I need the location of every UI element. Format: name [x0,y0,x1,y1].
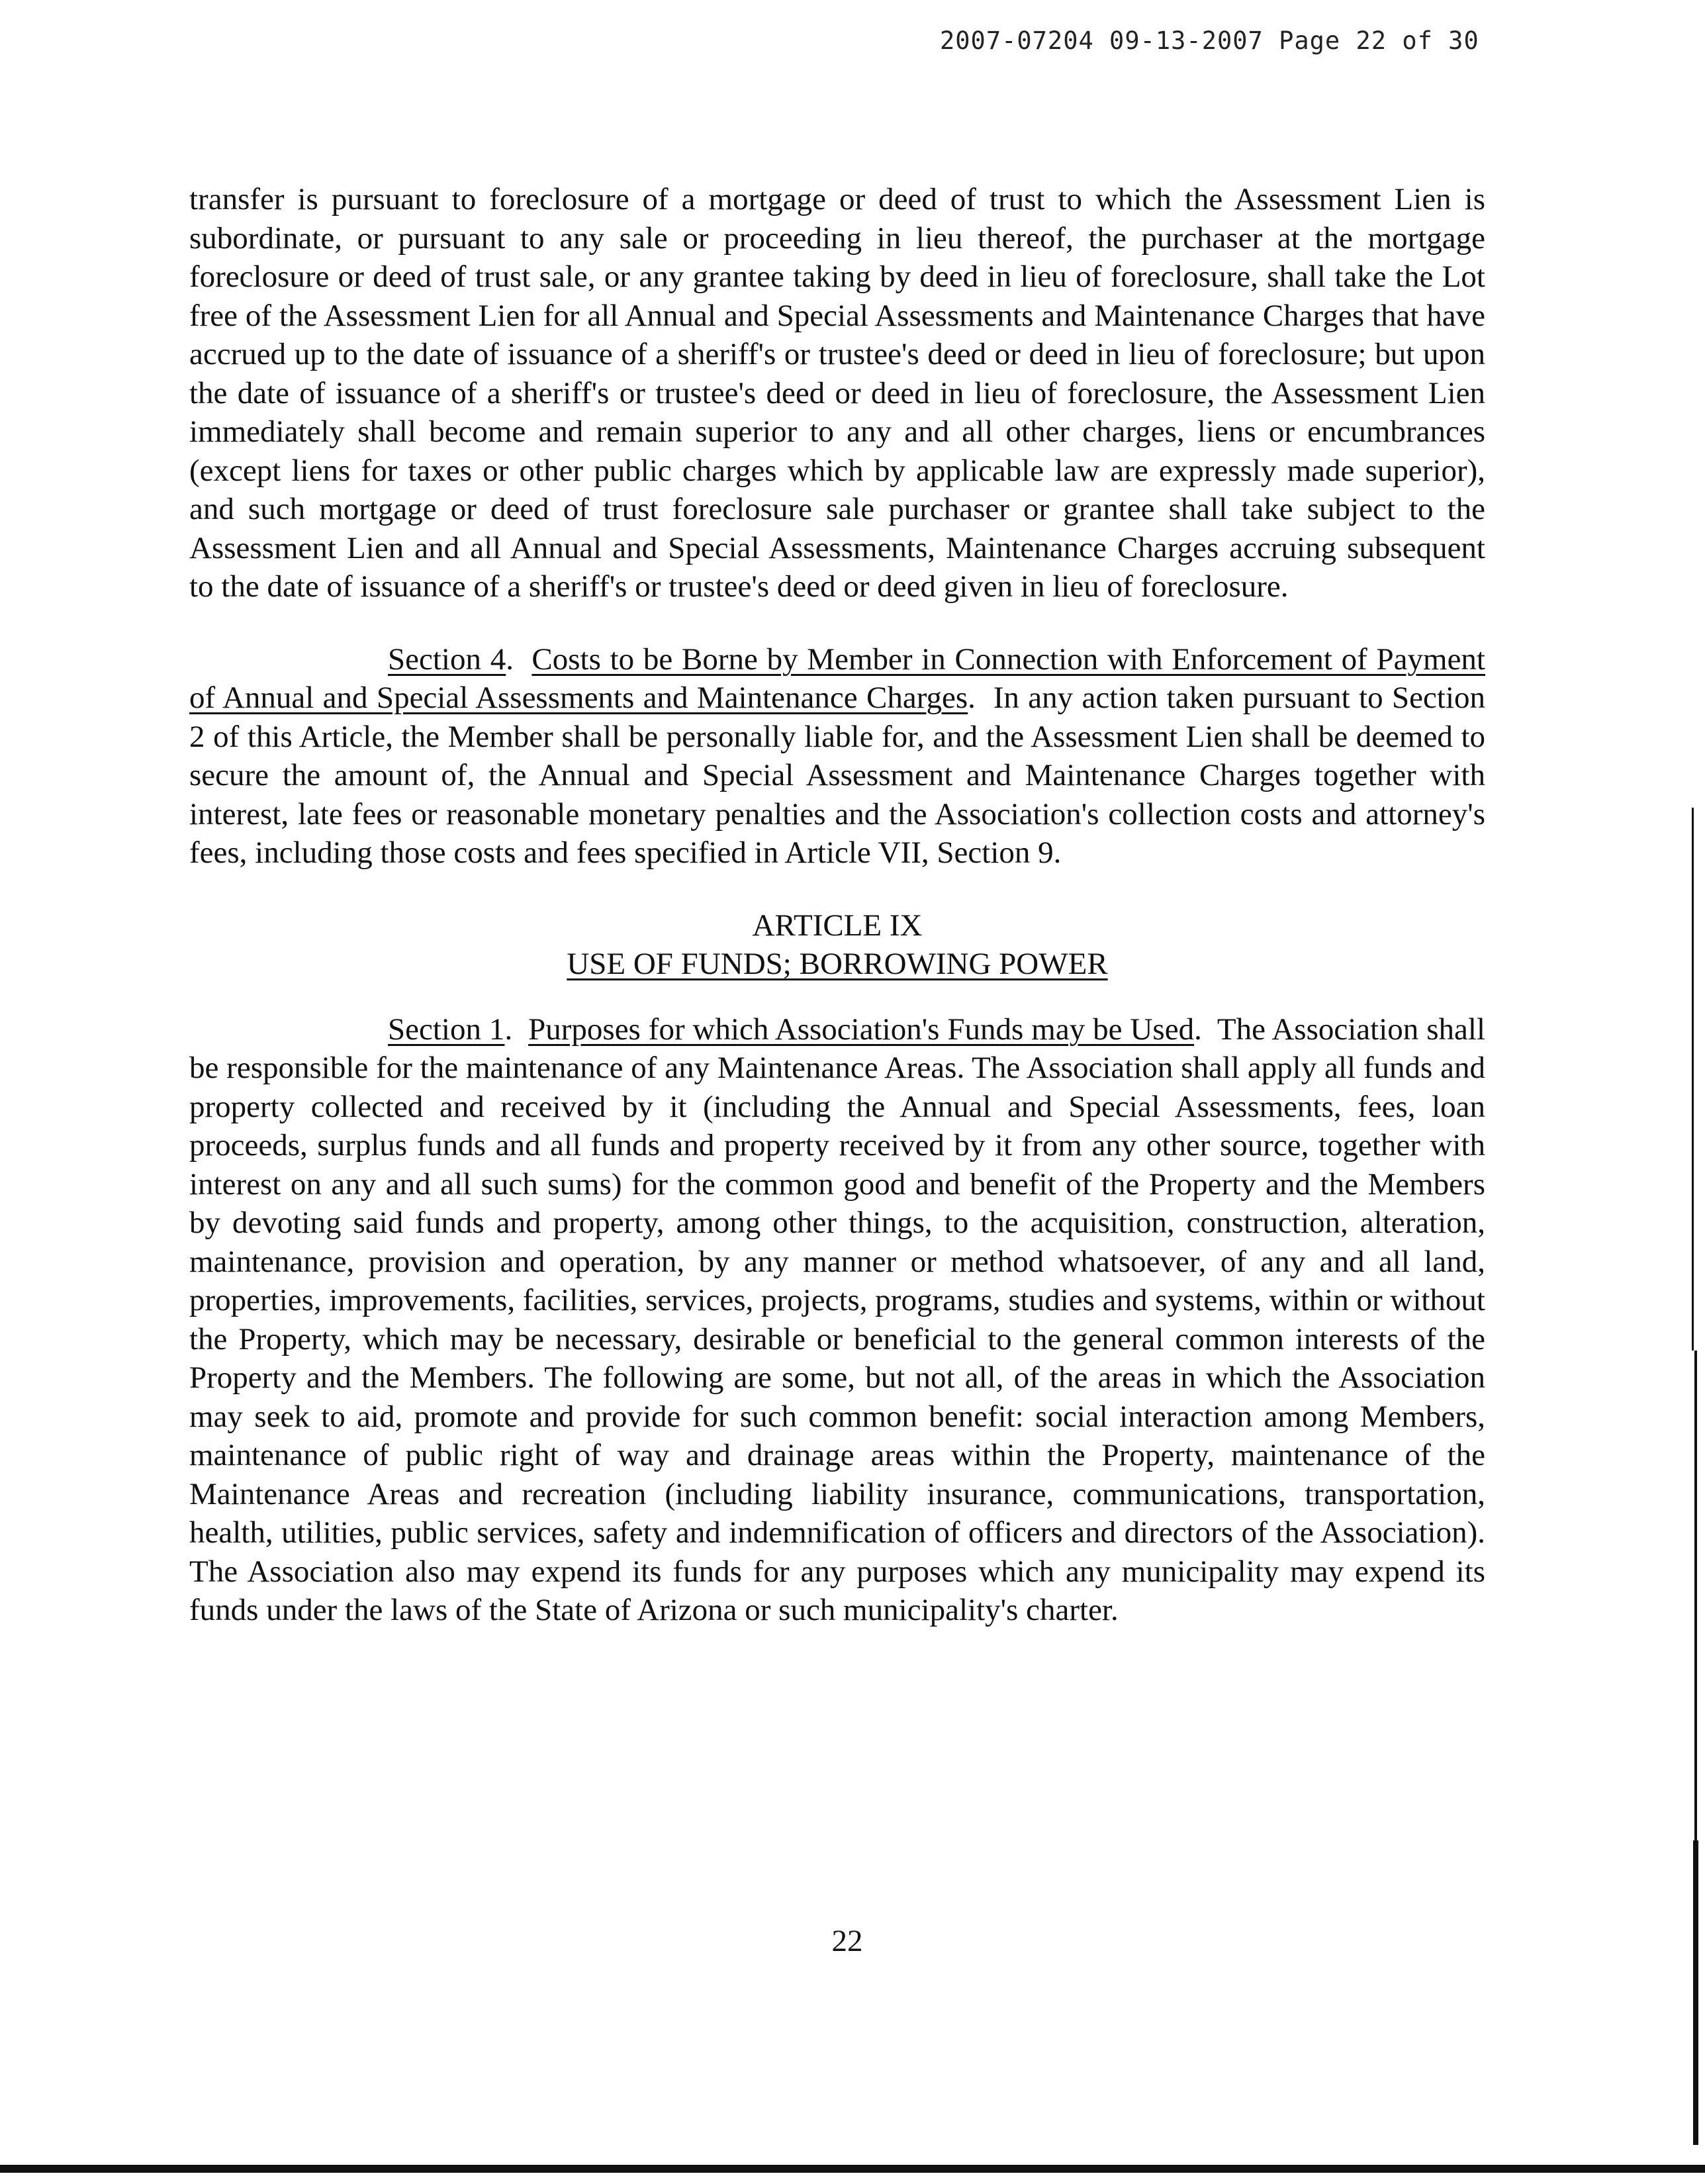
continued-paragraph: transfer is pursuant to foreclosure of a mortgage or deed of trust to which the Assessment Lien is subordinate, or pursuant to any sale or proceeding in lieu thereof, the purchaser at the mortgage foreclosure or deed of trust sale, or any grantee taking by deed in lieu of foreclosure, shall take the Lot free of the Assessment Lien for all Annual and Special Assessments and Maintenance Charges that have accrued up to the date of issuance of a sheriff's or trustee's deed or deed in lieu of foreclosure; but upon the date of issuance of a sheriff's or trustee's deed or deed in lieu of foreclosure, the Assessment Lien immediately shall become and remain superior to any and all other charges, liens or encumbrances (except liens for taxes or other public charges which by applicable law are expressly made superior), and such mortgage or deed of trust foreclosure sale purchaser or grantee shall take subject to the Assessment Lien and all Annual and Special Assessments, Maintenance Charges accruing subsequent to the date of issuance of a sheriff's or trustee's deed or deed given in lieu of foreclosure. [189,182,1485,604]
section-1-paragraph [189,1010,1485,1630]
stamp-doc-number: 2007-07204 [940,26,1094,55]
section-1-body: The Association shall be responsible for the maintenance of any Maintenance Areas. The Association shall apply all funds and property collected and received by it (including the Annual and Special Assessments, fees, loan proceeds, surplus funds and all funds and property received by it from any other source, together with interest on any and all such sums) for the common good and benefit of the Property and the Members by devoting said funds and property, among other things, to the acquisition, construction, alteration, maintenance, provision and operation, by any manner or method whatsoever, of any and all land, properties, improvements, facilities, services, projects, programs, studies and systems, within or without the Property, which may be necessary, desirable or beneficial to the general common interests of the Property and the Members. The following are some, but not all, of the areas in which the Association may seek to aid, promote and provide for such common benefit: social interaction among Members, maintenance of public right of way and drainage areas within the Property, maintenance of the Maintenance Areas and recreation (including liability insurance, communications, transportation, health, utilities, public services, safety and indemnification of officers and directors of the Association). The Association also may expend its funds for any purposes which any municipality may expend its funds under the laws of the State of Arizona or such municipality's charter. [189,1012,1485,1627]
stamp-page: 22 [1356,26,1387,55]
document-body [189,180,1485,1630]
article-number: ARTICLE IX [752,908,923,943]
recording-stamp [940,26,1536,55]
section-1-label: Section 1 [388,1012,505,1047]
section-4-body: In any action taken pursuant to Section 2 of this Article, the Member shall be personally liable for, and the Assessment Lien shall be deemed to secure the amount of, the Annual and Special Assessment and Maintenance Charges together with interest, late fees or reasonable monetary penalties and the Association's collection costs and attorney's fees, including those costs and fees specified in Article VII, Section 9. [189,681,1486,870]
stamp-total: 30 [1448,26,1479,55]
scan-edge-bottom [0,2165,1705,2173]
stamp-page-word: Page [1279,26,1341,55]
stamp-of-word: of [1402,26,1433,55]
page-number: 22 [831,1924,863,1958]
section-4-label-punct: . [506,641,514,677]
section-4-paragraph [189,640,1485,873]
section-4-label: Section 4 [388,641,506,677]
section-1-label-punct: . [504,1012,513,1047]
article-title-line [189,945,1485,984]
scan-edge-right-mid [1694,1351,1697,1887]
stamp-date: 09-13-2007 [1109,26,1264,55]
section-1-title: Purposes for which Association's Funds may be Used [528,1012,1195,1047]
section-4-title: Costs to be Borne by Member in Connection with Enforcement of Payment of Annual and Special Assessments and Maintenance Charges [189,641,1485,715]
section-4-title-punct: . [968,681,976,715]
scan-edge-right-bottom [1693,1840,1698,2145]
scan-edge-right-top [1692,808,1694,1351]
section-1-title-punct: . [1194,1012,1202,1047]
article-title: USE OF FUNDS; BORROWING POWER [567,947,1108,981]
